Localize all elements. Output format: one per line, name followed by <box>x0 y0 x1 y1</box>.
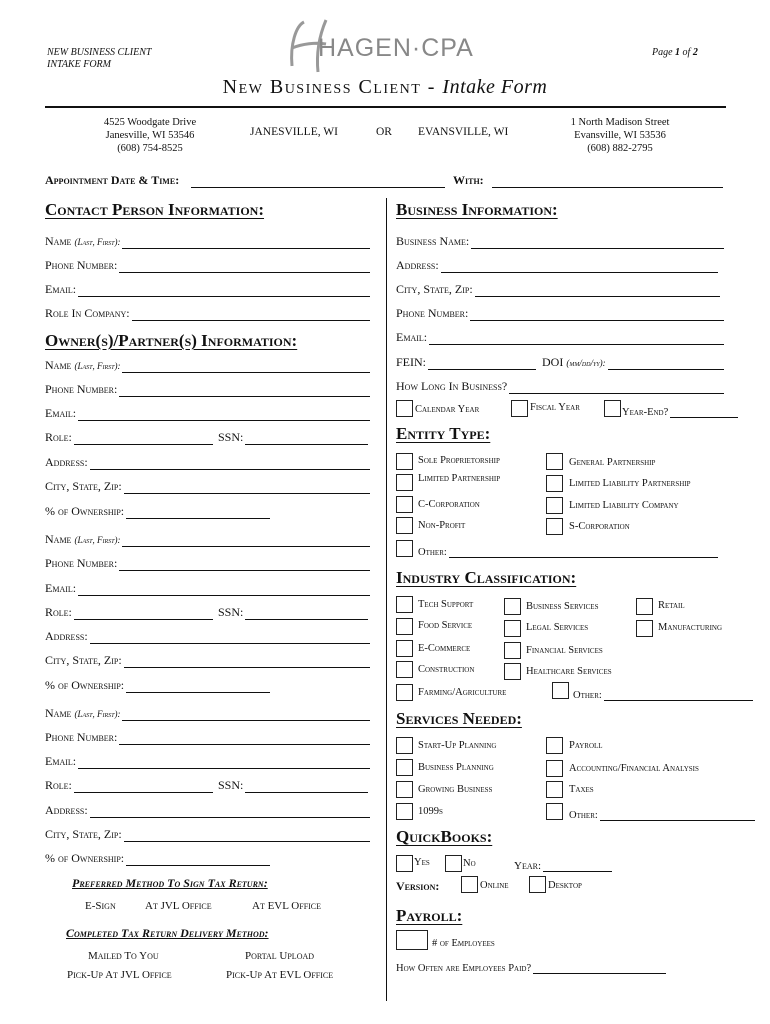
evl-office-option[interactable]: At EVL Office <box>252 900 322 912</box>
quickbooks-yes-checkbox[interactable] <box>396 855 413 872</box>
financial-services-label: Financial Services <box>526 645 603 656</box>
business-phone-label: Phone Number: <box>396 306 469 320</box>
employee-count-label: # of Employees <box>432 938 495 949</box>
fein-line[interactable] <box>428 359 536 370</box>
owner1-address-line[interactable] <box>90 459 370 470</box>
business-address-label: Address: <box>396 258 439 272</box>
contact-phone-field[interactable] <box>45 257 370 273</box>
ecommerce-label: E-Commerce <box>418 643 471 654</box>
business-csz-field[interactable] <box>396 281 720 297</box>
fiscal-year-label: Fiscal Year <box>530 402 580 413</box>
startup-planning-checkbox[interactable] <box>396 737 413 754</box>
how-long-field[interactable] <box>396 378 724 394</box>
quickbooks-section-title: QuickBooks: <box>396 827 493 846</box>
contact-phone-line[interactable] <box>119 262 370 273</box>
business-phone-line[interactable] <box>470 310 724 321</box>
owner2-name-label: Name <box>45 532 72 546</box>
evansville-street: 1 North Madison Street <box>570 117 670 128</box>
contact-name-sub: (Last, First): <box>74 237 121 247</box>
s-corp-checkbox[interactable] <box>546 518 563 535</box>
portal-upload-option[interactable]: Portal Upload <box>245 950 315 962</box>
owner1-email-field[interactable] <box>45 405 370 421</box>
owner3-name-sub: (Last, First): <box>74 709 121 719</box>
esign-option[interactable]: E-Sign <box>85 900 116 912</box>
accounting-checkbox[interactable] <box>546 760 563 777</box>
c-corp-checkbox[interactable] <box>396 496 413 513</box>
owner2-role-label: Role: <box>45 605 72 619</box>
growing-business-checkbox[interactable] <box>396 781 413 798</box>
jvl-office-option[interactable]: At JVL Office <box>145 900 212 912</box>
logo-text: HAGEN·CPA <box>318 34 474 62</box>
payroll-service-label: Payroll <box>569 740 603 751</box>
owner2-email-line[interactable] <box>78 585 370 596</box>
pickup-evl-option[interactable]: Pick-Up At EVL Office <box>226 969 334 981</box>
healthcare-label: Healthcare Services <box>526 666 612 677</box>
appointment-datetime-field[interactable] <box>45 172 445 188</box>
page-title-dash: - <box>427 76 436 98</box>
page-title-sub: Intake Form <box>442 76 548 98</box>
owner2-ssn-field[interactable] <box>218 604 368 620</box>
owner3-ownership-label: % of Ownership: <box>45 851 125 865</box>
owner1-email-label: Email: <box>45 406 77 420</box>
general-partnership-label: General Partnership <box>569 457 656 468</box>
owner2-address-label: Address: <box>45 629 88 643</box>
business-name-label: Business Name: <box>396 234 470 248</box>
owner2-phone-field[interactable] <box>45 555 370 571</box>
owner1-address-field[interactable] <box>45 454 370 470</box>
delivery-method-title: Completed Tax Return Delivery Method: <box>66 926 269 940</box>
header-small-title-line2: INTAKE FORM <box>47 59 111 70</box>
food-service-label: Food Service <box>418 620 473 631</box>
owner3-name-label: Name <box>45 706 72 720</box>
owner1-csz-label: City, State, Zip: <box>45 479 122 493</box>
owner2-name-line[interactable] <box>122 536 370 547</box>
quickbooks-yes-label: Yes <box>414 857 430 868</box>
owner1-ssn-field[interactable] <box>218 429 368 445</box>
with-line[interactable] <box>492 177 723 188</box>
owner2-ownership-label: % of Ownership: <box>45 678 125 692</box>
owner1-role-line[interactable] <box>74 434 213 445</box>
business-address-line[interactable] <box>441 262 718 273</box>
owner3-email-field[interactable] <box>45 753 370 769</box>
limited-partnership-checkbox[interactable] <box>396 474 413 491</box>
owner3-role-line[interactable] <box>74 782 213 793</box>
owner1-address-label: Address: <box>45 455 88 469</box>
owner2-email-field[interactable] <box>45 580 370 596</box>
payroll-section-title: Payroll: <box>396 906 463 925</box>
quickbooks-online-label: Online <box>480 880 509 891</box>
owner2-name-field[interactable] <box>45 531 370 547</box>
owner3-role-label: Role: <box>45 778 72 792</box>
business-csz-label: City, State, Zip: <box>396 282 473 296</box>
fein-label: FEIN: <box>396 355 426 369</box>
business-planning-checkbox[interactable] <box>396 759 413 776</box>
year-end-checkbox[interactable] <box>604 400 621 417</box>
owner2-email-label: Email: <box>45 581 77 595</box>
retail-checkbox[interactable] <box>636 598 653 615</box>
startup-planning-label: Start-Up Planning <box>418 740 497 751</box>
business-phone-field[interactable] <box>396 305 724 321</box>
owner2-csz-line[interactable] <box>124 657 370 668</box>
owner2-csz-label: City, State, Zip: <box>45 653 122 667</box>
owner1-ssn-line[interactable] <box>245 434 368 445</box>
year-end-line[interactable] <box>670 407 738 418</box>
healthcare-checkbox[interactable] <box>504 663 521 680</box>
evansville-label: EVANSVILLE, WI <box>418 126 509 138</box>
employee-count-box[interactable] <box>396 930 428 950</box>
owner3-email-label: Email: <box>45 754 77 768</box>
quickbooks-desktop-label: Desktop <box>548 880 582 891</box>
non-profit-checkbox[interactable] <box>396 517 413 534</box>
business-services-checkbox[interactable] <box>504 598 521 615</box>
owner1-name-line[interactable] <box>122 362 370 373</box>
legal-services-label: Legal Services <box>526 622 589 633</box>
entity-section-title: Entity Type: <box>396 424 491 443</box>
year-end-label: Year-End? <box>622 407 669 418</box>
evansville-address <box>545 116 695 155</box>
how-long-label: How Long In Business? <box>396 379 508 393</box>
owner3-ssn-line[interactable] <box>245 782 368 793</box>
sole-prop-label: Sole Proprietorship <box>418 455 500 466</box>
page-of: of <box>682 47 691 58</box>
payroll-service-checkbox[interactable] <box>546 737 563 754</box>
owner1-phone-label: Phone Number: <box>45 382 118 396</box>
owner2-phone-line[interactable] <box>119 560 370 571</box>
services-other-label: Other: <box>569 810 598 821</box>
contact-role-line[interactable] <box>132 310 370 321</box>
header-small-title <box>47 47 151 71</box>
owner2-role-line[interactable] <box>74 609 213 620</box>
owner2-ownership-line[interactable] <box>126 682 270 693</box>
owner3-csz-field[interactable] <box>45 826 370 842</box>
contact-role-label: Role In Company: <box>45 306 130 320</box>
owner3-csz-label: City, State, Zip: <box>45 827 122 841</box>
owner1-csz-line[interactable] <box>124 483 370 494</box>
owner2-ownership-field[interactable] <box>45 677 270 693</box>
quickbooks-year-line[interactable] <box>543 861 612 872</box>
owner3-role-field[interactable] <box>45 777 213 793</box>
entity-other-checkbox[interactable] <box>396 540 413 557</box>
owner3-phone-label: Phone Number: <box>45 730 118 744</box>
owner2-address-field[interactable] <box>45 628 370 644</box>
construction-label: Construction <box>418 664 475 675</box>
business-email-label: Email: <box>396 330 428 344</box>
legal-services-checkbox[interactable] <box>504 620 521 637</box>
owner2-csz-field[interactable] <box>45 652 370 668</box>
owner3-ssn-field[interactable] <box>218 777 368 793</box>
financial-services-checkbox[interactable] <box>504 642 521 659</box>
ecommerce-checkbox[interactable] <box>396 640 413 657</box>
janesville-city-zip: Janesville, WI 53546 <box>105 130 195 141</box>
owner1-ownership-field[interactable] <box>45 503 270 519</box>
owner2-ssn-line[interactable] <box>245 609 368 620</box>
owner1-name-label: Name <box>45 358 72 372</box>
industry-other-line[interactable] <box>604 690 753 701</box>
year-end-field[interactable] <box>622 402 738 418</box>
llc-checkbox[interactable] <box>546 497 563 514</box>
appointment-line[interactable] <box>191 177 445 188</box>
owner3-name-line[interactable] <box>122 710 370 721</box>
llp-label: Limited Liability Partnership <box>569 478 691 489</box>
1099s-label: 1099s <box>418 806 443 817</box>
industry-section-title: Industry Classification: <box>396 568 577 587</box>
page-indicator <box>652 47 698 58</box>
quickbooks-no-checkbox[interactable] <box>445 855 462 872</box>
fiscal-year-checkbox[interactable] <box>511 400 528 417</box>
or-label: OR <box>376 126 392 138</box>
non-profit-label: Non-Profit <box>418 520 466 531</box>
janesville-street: 4525 Woodgate Drive <box>103 117 197 128</box>
entity-other-field[interactable] <box>418 542 718 558</box>
owner2-phone-label: Phone Number: <box>45 556 118 570</box>
general-partnership-checkbox[interactable] <box>546 453 563 470</box>
owner1-role-label: Role: <box>45 430 72 444</box>
owner3-csz-line[interactable] <box>124 831 370 842</box>
quickbooks-year-field[interactable] <box>514 856 612 872</box>
hagen-cpa-logo <box>282 14 492 76</box>
owner3-ownership-field[interactable] <box>45 850 270 866</box>
owner1-email-line[interactable] <box>78 410 370 421</box>
business-email-line[interactable] <box>429 334 724 345</box>
owner2-name-sub: (Last, First): <box>74 535 121 545</box>
services-other-field[interactable] <box>569 805 755 821</box>
tech-support-label: Tech Support <box>418 599 474 610</box>
fein-field[interactable] <box>396 354 536 370</box>
quickbooks-desktop-checkbox[interactable] <box>529 876 546 893</box>
quickbooks-version-label: Version: <box>396 879 440 893</box>
page-number: 1 <box>675 47 681 58</box>
business-section-title: Business Information: <box>396 200 558 219</box>
janesville-label: JANESVILLE, WI <box>250 126 338 138</box>
quickbooks-no-label: No <box>463 858 476 869</box>
calendar-year-checkbox[interactable] <box>396 400 413 417</box>
industry-other-label: Other: <box>573 690 602 701</box>
contact-phone-label: Phone Number: <box>45 258 118 272</box>
contact-section-title: Contact Person Information: <box>45 200 265 219</box>
doi-sub: (mm/dd/yy): <box>566 358 606 368</box>
industry-other-field[interactable] <box>573 685 753 701</box>
business-name-field[interactable] <box>396 233 724 249</box>
limited-partnership-label: Limited Partnership <box>418 473 501 484</box>
owner1-name-field[interactable] <box>45 357 370 373</box>
industry-other-checkbox[interactable] <box>552 682 569 699</box>
business-name-line[interactable] <box>471 238 724 249</box>
evansville-phone: (608) 882-2795 <box>587 143 653 154</box>
page-title <box>0 76 770 99</box>
entity-other-label: Other: <box>418 547 447 558</box>
owner2-address-line[interactable] <box>90 633 370 644</box>
owner2-ssn-label: SSN: <box>218 605 244 619</box>
appointment-label: Appointment Date & Time: <box>45 173 180 187</box>
doi-label: DOI <box>542 355 564 369</box>
llp-checkbox[interactable] <box>546 475 563 492</box>
owner1-ownership-label: % of Ownership: <box>45 504 125 518</box>
doi-line[interactable] <box>608 359 724 370</box>
manufacturing-checkbox[interactable] <box>636 620 653 637</box>
owner3-phone-field[interactable] <box>45 729 370 745</box>
header-rule <box>45 106 726 108</box>
c-corp-label: C-Corporation <box>418 499 480 510</box>
page-label: Page <box>652 47 673 58</box>
owner1-name-sub: (Last, First): <box>74 361 121 371</box>
owner3-phone-line[interactable] <box>119 734 370 745</box>
business-address-field[interactable] <box>396 257 718 273</box>
owner1-phone-field[interactable] <box>45 381 370 397</box>
column-divider <box>386 198 387 1001</box>
farming-label: Farming/Agriculture <box>418 687 507 698</box>
owner3-ssn-label: SSN: <box>218 778 244 792</box>
owners-section-title: Owner(s)/Partner(s) Information: <box>45 331 298 350</box>
quickbooks-online-checkbox[interactable] <box>461 876 478 893</box>
owner3-ownership-line[interactable] <box>126 855 270 866</box>
how-long-line[interactable] <box>509 383 724 394</box>
pay-frequency-line[interactable] <box>533 963 666 974</box>
contact-email-field[interactable] <box>45 281 370 297</box>
quickbooks-year-label: Year: <box>514 860 541 872</box>
business-services-label: Business Services <box>526 601 599 612</box>
doi-field[interactable] <box>542 354 724 370</box>
services-other-line[interactable] <box>600 810 755 821</box>
pay-frequency-label: How Often are Employees Paid? <box>396 963 532 974</box>
contact-name-line[interactable] <box>122 238 370 249</box>
owner3-email-line[interactable] <box>78 758 370 769</box>
sign-method-title: Preferred Method To Sign Tax Return: <box>72 876 268 890</box>
business-csz-line[interactable] <box>475 286 720 297</box>
page-title-main: New Business Client <box>222 76 422 98</box>
owner3-address-line[interactable] <box>90 807 370 818</box>
evansville-city-zip: Evansville, WI 53536 <box>574 130 666 141</box>
calendar-year-label: Calendar Year <box>415 404 480 415</box>
contact-email-line[interactable] <box>78 286 370 297</box>
with-label: With: <box>453 173 484 187</box>
s-corp-label: S-Corporation <box>569 521 630 532</box>
contact-name-field[interactable] <box>45 233 370 249</box>
mailed-option[interactable]: Mailed To You <box>88 950 159 962</box>
appointment-with-field[interactable] <box>453 172 723 188</box>
business-planning-label: Business Planning <box>418 762 494 773</box>
contact-role-field[interactable] <box>45 305 370 321</box>
1099s-checkbox[interactable] <box>396 803 413 820</box>
accounting-label: Accounting/Financial Analysis <box>569 763 699 774</box>
llc-label: Limited Liability Company <box>569 500 679 511</box>
pickup-jvl-option[interactable]: Pick-Up At JVL Office <box>67 969 172 981</box>
page-total: 2 <box>692 47 698 58</box>
farming-checkbox[interactable] <box>396 684 413 701</box>
owner1-csz-field[interactable] <box>45 478 370 494</box>
business-email-field[interactable] <box>396 329 724 345</box>
owner3-address-field[interactable] <box>45 802 370 818</box>
owner1-ssn-label: SSN: <box>218 430 244 444</box>
pay-frequency-field[interactable] <box>396 958 666 974</box>
taxes-checkbox[interactable] <box>546 781 563 798</box>
services-section-title: Services Needed: <box>396 709 522 728</box>
entity-other-line[interactable] <box>449 547 718 558</box>
retail-label: Retail <box>658 600 685 611</box>
contact-name-label: Name <box>45 234 72 248</box>
tech-support-checkbox[interactable] <box>396 596 413 613</box>
services-other-checkbox[interactable] <box>546 803 563 820</box>
owner2-role-field[interactable] <box>45 604 213 620</box>
janesville-phone: (608) 754-8525 <box>117 143 183 154</box>
header-small-title-line1: NEW BUSINESS CLIENT <box>47 47 152 58</box>
manufacturing-label: Manufacturing <box>658 622 723 633</box>
janesville-address <box>85 116 215 155</box>
owner1-role-field[interactable] <box>45 429 213 445</box>
sole-prop-checkbox[interactable] <box>396 453 413 470</box>
growing-business-label: Growing Business <box>418 784 493 795</box>
food-service-checkbox[interactable] <box>396 618 413 635</box>
owner1-ownership-line[interactable] <box>126 508 270 519</box>
contact-email-label: Email: <box>45 282 77 296</box>
owner3-address-label: Address: <box>45 803 88 817</box>
construction-checkbox[interactable] <box>396 661 413 678</box>
taxes-label: Taxes <box>569 784 594 795</box>
owner3-name-field[interactable] <box>45 705 370 721</box>
owner1-phone-line[interactable] <box>119 386 370 397</box>
